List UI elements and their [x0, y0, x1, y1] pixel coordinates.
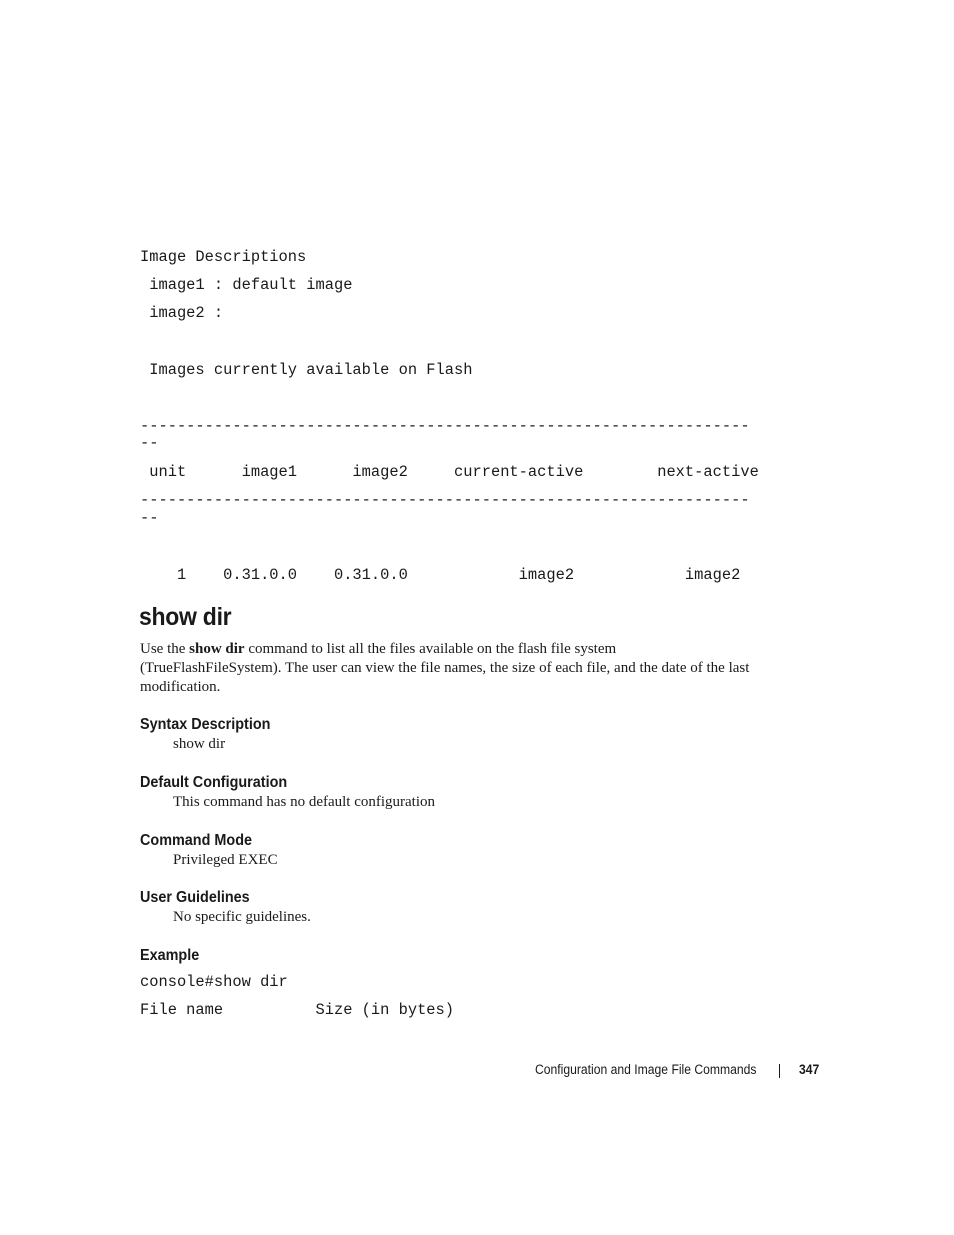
syntax-heading: Syntax Description [140, 716, 271, 733]
intro-command: show dir [189, 641, 245, 657]
output-line-table-header: unit image1 image2 current-active next-active [140, 463, 759, 481]
output-line-image2: image2 : [140, 304, 224, 322]
intro-paragraph [140, 640, 760, 697]
user-guidelines-text: No specific guidelines. [173, 909, 311, 925]
output-line-separator: ------------------------------------------------------------------ [140, 417, 750, 435]
footer-title: Configuration and Image File Commands [535, 1062, 757, 1077]
intro-prefix: Use the [140, 641, 190, 657]
intro-suffix: command to list all the files available on the flash file system (TrueFlashFileSystem). The user can view the file names, the size of each file, and the date of the last modification. [140, 641, 750, 695]
command-mode-heading: Command Mode [140, 832, 253, 849]
output-line-image1: image1 : default image [140, 276, 353, 294]
output-line-images-available: Images currently available on Flash [140, 361, 473, 379]
output-line-separator-wrap: -- [140, 509, 159, 527]
example-line-command: console#show dir [140, 973, 288, 991]
command-mode-text: Privileged EXEC [173, 852, 278, 868]
output-line-separator-wrap: -- [140, 434, 159, 452]
example-heading: Example [140, 947, 200, 964]
section-title: show dir [139, 603, 232, 631]
page-number: 347 [799, 1062, 820, 1077]
user-guidelines-heading: User Guidelines [140, 889, 250, 906]
footer-separator [779, 1064, 780, 1078]
syntax-text: show dir [173, 736, 226, 752]
example-line-header: File name Size (in bytes) [140, 1001, 455, 1019]
output-line-image-descriptions: Image Descriptions [140, 248, 307, 266]
default-config-heading: Default Configuration [140, 774, 288, 791]
default-config-text: This command has no default configuration [173, 794, 436, 810]
output-line-separator: ------------------------------------------------------------------ [140, 491, 750, 509]
output-line-table-row: 1 0.31.0.0 0.31.0.0 image2 image2 [140, 566, 741, 584]
